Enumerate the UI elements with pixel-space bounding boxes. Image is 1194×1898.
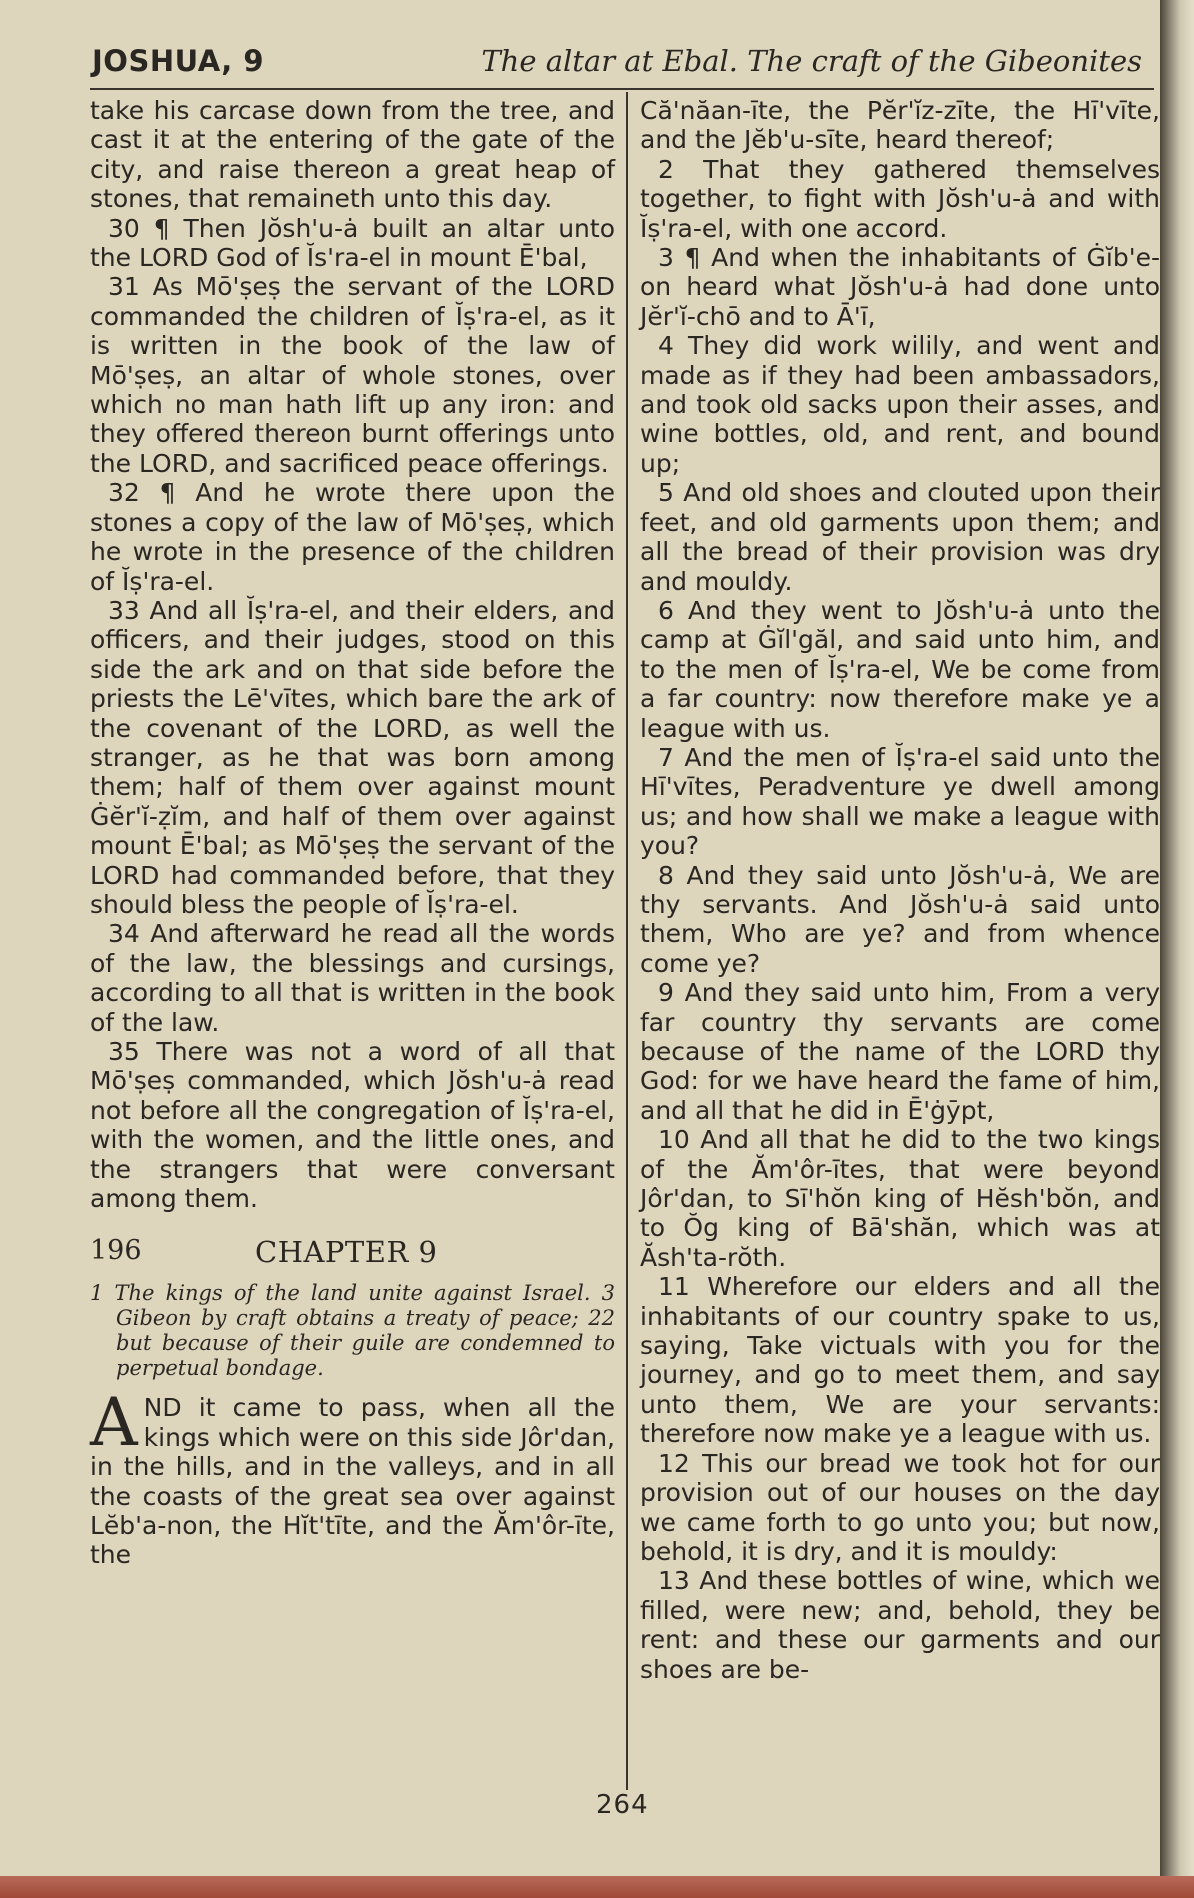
book-chapter-heading: JOSHUA, 9 [92, 44, 265, 78]
verse: 31 As Mō'ṣeṣ the servant of the LORD commanded the children of Ĭṣ'ra-el, as it is written in the book of the law of Mō'ṣeṣ, an altar of whole stones, over which no man hath lift up any iron: and they offered thereon burnt offerings unto the LORD, and sacrificed peace offerings. [90, 272, 615, 478]
chapter-first-verse [90, 1384, 615, 1570]
header-rule [90, 88, 1154, 90]
chapter-summary: 1 The kings of the land unite against Israel. 3 Gibeon by craft obtains a treaty of peace; 22 but because of their guile are condemned to perpetual bondage. [90, 1281, 615, 1381]
verse-continuation: Că'năan-īte, the Pĕr'ĭz-zīte, the Hī'vīte, and the Jĕb'u-sīte, heard thereof; [640, 96, 1160, 155]
book-edge-band [0, 1876, 1194, 1898]
reference-number: 196 [90, 1235, 142, 1267]
verse: 10 And all that he did to the two kings of the Ăm'ôr-ītes, that were beyond Jôr'dan, to Sī'hŏn king of Hĕsh'bŏn, and to Ŏg king of Bā'shăn, which was at Ăsh'ta-rŏth. [640, 1125, 1160, 1272]
verse: 4 They did work wilily, and went and made as if they had been ambassadors, and took old sacks upon their asses, and wine bottles, old, and rent, and bound up; [640, 331, 1160, 478]
page-gutter-shadow [1160, 0, 1194, 1898]
chapter-heading [90, 1227, 615, 1277]
topic-heading: The altar at Ebal. The craft of the Gibeonites [481, 44, 1142, 78]
verse: 34 And afterward he read all the words of the law, the blessings and cursings, according to all that is written in the book of the law. [90, 919, 615, 1037]
verse: 11 Wherefore our elders and all the inhabitants of our country spake to us, saying, Take victuals with you for the journey, and go to meet them, and say unto them, We are your servants: therefore now make ye a league with us. [640, 1272, 1160, 1449]
page-number: 264 [596, 1790, 649, 1820]
verse: 32 ¶ And he wrote there upon the stones a copy of the law of Mō'ṣeṣ, which he wrote in the presence of the children of Ĭṣ'ra-el. [90, 478, 615, 596]
verse: 2 That they gathered themselves together, to fight with Jŏsh'u-ȧ and with Ĭṣ'ra-el, with one accord. [640, 154, 1160, 243]
verse: 5 And old shoes and clouted upon their feet, and old garments upon them; and all the bread of their provision was dry and mouldy. [640, 478, 1160, 596]
column-divider [626, 92, 628, 1790]
verse: 30 ¶ Then Jŏsh'u-ȧ built an altar unto the LORD God of Ĭs'ra-el in mount Ē'bal, [90, 213, 615, 273]
running-header [92, 38, 1152, 84]
verse: 7 And the men of Ĭṣ'ra-el said unto the Hī'vītes, Peradventure ye dwell among us; and how shall we make a league with you? [640, 742, 1160, 861]
drop-cap: A [90, 1384, 138, 1462]
verse: 6 And they went to Jŏsh'u-ȧ unto the camp at Ġĭl'găl, and said unto him, and to the men of Ĭṣ'ra-el, We be come from a far country: now therefore make ye a league with us. [640, 595, 1160, 743]
verse: 35 There was not a word of all that Mō'ṣeṣ commanded, which Jŏsh'u-ȧ read not before all the congregation of Ĭṣ'ra-el, with the women, and the little ones, and the strangers that were conversant among them. [90, 1037, 615, 1214]
verse: 12 This our bread we took hot for our provision out of our houses on the day we came forth to go unto you; but now, behold, it is dry, and it is mouldy: [640, 1448, 1160, 1566]
left-column [90, 96, 615, 1570]
verse-continuation: take his carcase down from the tree, and cast it at the entering of the gate of the city, and raise thereon a great heap of stones, that remaineth unto this day. [90, 96, 615, 214]
verse: 33 And all Ĭṣ'ra-el, and their elders, and officers, and their judges, stood on this side the ark and on that side before the priests the Lē'vītes, which bare the ark of the covenant of the LORD, as well the stranger, as he that was born among them; half of them over against mount Ġĕr'ĭ-ẓĭm, and half of them over against mount Ē'bal; as Mō'ṣeṣ the servant of the LORD had commanded before, that they should bless the people of Ĭṣ'ra-el. [90, 595, 615, 919]
verse: 9 And they said unto him, From a very far country thy servants are come because of the name of the LORD thy God: for we have heard the fame of him, and all that he did in Ē'ġȳpt, [640, 978, 1160, 1125]
verse: 3 ¶ And when the inhabitants of Ġĭb'e-on heard what Jŏsh'u-ȧ had done unto Jĕr'ĭ-chō and to Ā'ī, [640, 243, 1160, 331]
verse: 13 And these bottles of wine, which we filled, were new; and, behold, they be rent: and these our garments and our shoes are be- [640, 1566, 1160, 1684]
verse: 8 And they said unto Jŏsh'u-ȧ, We are thy servants. And Jŏsh'u-ȧ said unto them, Who are ye? and from whence come ye? [640, 860, 1160, 978]
right-column [640, 96, 1160, 1684]
chapter-title: CHAPTER 9 [255, 1235, 438, 1270]
first-verse-text: ND it came to pass, when all the kings which were on this side Jôr'dan, in the hills, and in the valleys, and in all the coasts of the great sea over against Lĕb'a-non, the Hĭt'tīte, and the Ăm'ôr-īte, the [90, 1393, 615, 1570]
